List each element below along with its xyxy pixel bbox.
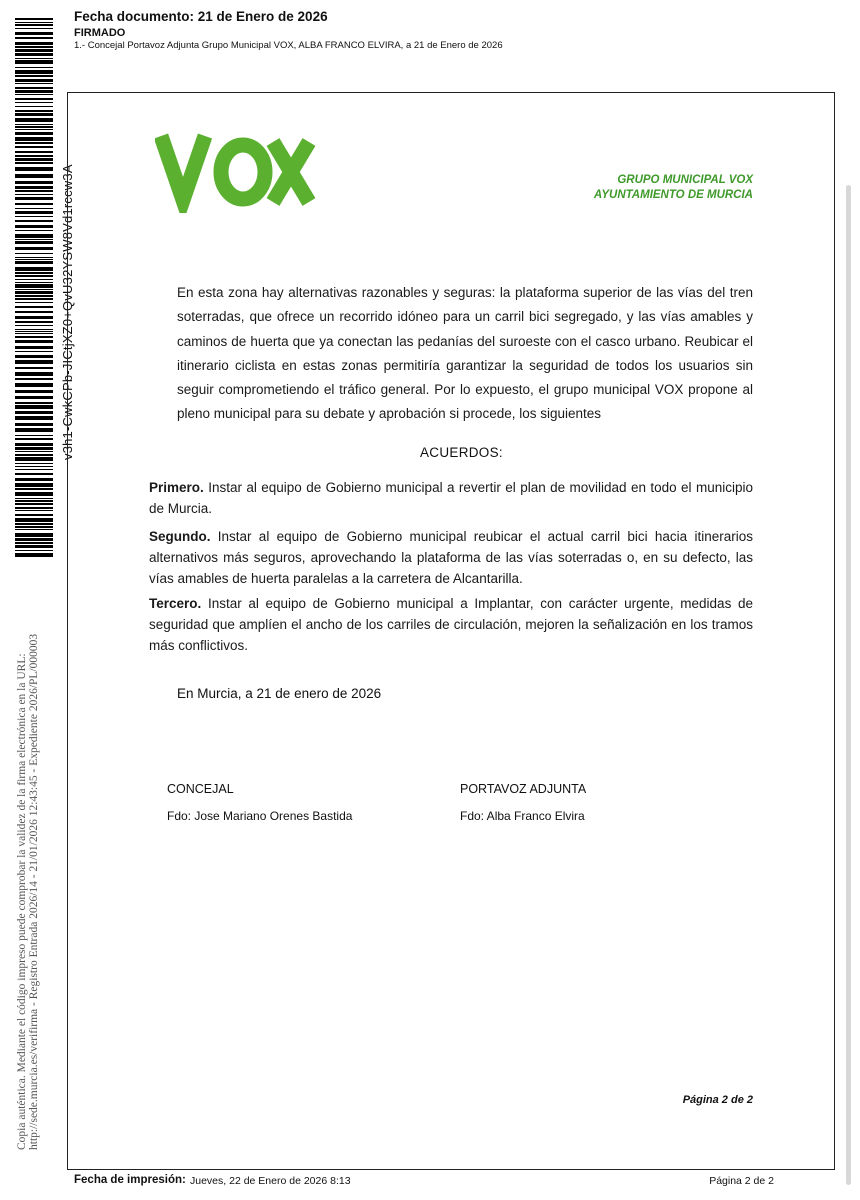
barcode-bar — [15, 378, 53, 380]
barcode-bar — [15, 32, 53, 35]
barcode-bar — [15, 203, 53, 205]
agreement-text: Instar al equipo de Gobierno municipal reubicar el actual carril bici hacia itinerarios alternativos más seguros, aprovechando la plataforma de las vías soterradas o, en su defecto, las vías amables de huerta paralelas a la carretera de Alcantarilla. — [149, 529, 753, 586]
signature-title-spokesperson: PORTAVOZ ADJUNTA — [460, 782, 587, 796]
barcode-bar — [15, 553, 53, 557]
barcode-bar — [15, 83, 53, 84]
barcode-bar — [15, 325, 53, 326]
barcode-bar — [15, 507, 53, 509]
barcode-bar — [15, 340, 53, 343]
barcode-bar — [15, 124, 53, 125]
barcode-bar — [15, 372, 53, 376]
barcode-bar — [15, 447, 53, 450]
barcode-bar — [15, 225, 53, 228]
barcode-bar — [15, 98, 53, 100]
barcode-bar — [15, 22, 53, 23]
barcode-bar — [15, 53, 53, 56]
barcode-bar — [15, 58, 53, 59]
barcode-bar — [15, 518, 53, 522]
scrollbar[interactable] — [846, 185, 851, 1185]
barcode-bar — [15, 533, 53, 537]
barcode-bar — [15, 542, 53, 544]
barcode-bar — [15, 275, 53, 277]
barcode-bar — [15, 500, 53, 502]
org-council: AYUNTAMIENTO DE MURCIA — [593, 189, 753, 201]
agreement-text: Instar al equipo de Gobierno municipal a revertir el plan de movilidad en todo el municipio de Murcia. — [149, 480, 753, 516]
barcode-bar — [15, 267, 53, 271]
barcode-bar — [15, 190, 53, 192]
barcode-bar — [15, 351, 53, 352]
barcode-bar — [15, 498, 53, 499]
barcode-bar — [15, 443, 53, 446]
barcode-bar — [15, 291, 53, 294]
barcode-bar — [15, 42, 53, 45]
barcode-bar — [15, 396, 53, 399]
barcode-bar — [15, 118, 53, 122]
barcode-bar — [15, 90, 53, 93]
barcode-bar — [15, 279, 53, 280]
barcode-bar — [15, 457, 53, 461]
barcode-bar — [15, 208, 53, 209]
barcode-bar — [15, 79, 53, 82]
barcode-bar — [15, 331, 53, 332]
footer-page-number: Página 2 de 2 — [709, 1175, 774, 1187]
barcode-bar — [15, 24, 53, 26]
barcode-bar — [15, 316, 53, 319]
intro-paragraph: En esta zona hay alternativas razonables y seguras: la plataforma superior de las vías del tren soterradas, que ofrece un recorrido idóneo para un carril bici segregado, y las vías amables y caminos de huerta que ya conectan las pedanías del suroeste con el casco urbano. Reubicar el itinerario ciclista en estas zonas permitiría garantizar la seguridad de todos los usuarios sin seguir comprometiendo el tráfico general. Por lo expuesto, el grupo municipal VOX propone al pleno municipal para su debate y aprobación si procede, los siguientes — [177, 285, 753, 422]
barcode-code: v3h1-CwkCPb-JICtjXZ0+QvU32YSW8Vd1rccw3A — [60, 164, 75, 460]
signature-name-spokesperson: Fdo: Alba Franco Elvira — [460, 809, 585, 823]
organization-header — [560, 173, 753, 203]
barcode-bar — [15, 451, 53, 452]
barcode-bar — [15, 289, 53, 290]
barcode-bar — [15, 137, 53, 141]
document-date: Fecha documento: 21 de Enero de 2026 — [74, 9, 328, 24]
barcode-bar — [15, 423, 53, 426]
barcode-bar — [15, 70, 53, 74]
barcode-bar — [15, 87, 53, 89]
barcode-bar — [15, 18, 53, 20]
barcode-bar — [15, 162, 53, 164]
agreement-item — [149, 477, 753, 519]
barcode-bar — [15, 284, 53, 288]
barcode-bar — [15, 113, 53, 116]
barcode-bar — [15, 321, 53, 323]
barcode-bar — [15, 167, 53, 171]
barcode-bar — [15, 383, 53, 387]
barcode-bar — [15, 466, 53, 467]
barcode-bar — [15, 174, 53, 178]
signed-label: FIRMADO — [74, 27, 126, 39]
org-name: GRUPO MUNICIPAL VOX — [617, 174, 753, 186]
barcode-bar — [15, 94, 53, 95]
barcode-bar — [15, 298, 53, 300]
barcode-bar — [15, 46, 53, 48]
vox-logo — [155, 128, 320, 213]
barcode-bar — [15, 181, 53, 184]
barcode-bar — [15, 230, 53, 231]
signer-line: 1.- Concejal Portavoz Adjunta Grupo Municipal VOX, ALBA FRANCO ELVIRA, a 21 de Enero de 2026 — [74, 40, 503, 51]
agreements-heading: ACUERDOS: — [420, 445, 503, 460]
barcode-bar — [15, 311, 53, 313]
barcode-bar — [15, 478, 53, 481]
barcode-bar — [15, 241, 53, 244]
barcode-bar — [15, 151, 53, 153]
barcode-bar — [15, 253, 53, 254]
barcode-bar — [15, 483, 53, 487]
barcode-bar — [15, 102, 53, 103]
barcode-bar — [15, 333, 53, 334]
barcode-bar — [15, 355, 53, 358]
page-number: Página 2 de 2 — [682, 1094, 753, 1106]
barcode-bar — [15, 234, 53, 238]
barcode-bar — [15, 239, 53, 240]
barcode-bar — [15, 142, 53, 144]
verification-line: http://sede.murcia.es/verifirma - Registro Entrada 2026/14 - 21/01/2026 12:43:45 - Expediente 2026/PL/000003 — [28, 633, 40, 1150]
barcode-bar — [15, 402, 53, 404]
signature-title-councillor: CONCEJAL — [167, 782, 234, 796]
agreement-item — [149, 593, 753, 656]
barcode-bar — [15, 295, 53, 297]
barcode — [15, 18, 53, 558]
barcode-bar — [15, 538, 53, 541]
barcode-bar — [15, 473, 53, 475]
barcode-bar — [15, 463, 53, 464]
barcode-bar — [15, 428, 53, 432]
barcode-bar — [15, 488, 53, 490]
barcode-bar — [15, 197, 53, 200]
barcode-bar — [15, 129, 53, 130]
barcode-bar — [15, 360, 53, 364]
barcode-bar — [15, 110, 53, 112]
agreement-label: Primero. — [149, 480, 204, 495]
barcode-bar — [15, 454, 53, 456]
barcode-bar — [15, 435, 53, 436]
barcode-bar — [15, 194, 53, 195]
barcode-bar — [15, 416, 53, 420]
barcode-bar — [15, 438, 53, 440]
barcode-bar — [15, 526, 53, 528]
barcode-bar — [15, 132, 53, 135]
barcode-bar — [15, 469, 53, 470]
barcode-bar — [15, 523, 53, 525]
barcode-bar — [15, 302, 53, 303]
barcode-bar — [15, 510, 53, 511]
barcode-bar — [15, 503, 53, 505]
barcode-bar — [15, 336, 53, 338]
barcode-bar — [15, 146, 53, 148]
barcode-bar — [15, 390, 53, 393]
place-date: En Murcia, a 21 de enero de 2026 — [177, 686, 382, 701]
barcode-bar — [15, 514, 53, 516]
barcode-bar — [15, 545, 53, 548]
barcode-bar — [15, 257, 53, 258]
agreement-item — [149, 526, 753, 589]
barcode-bar — [15, 37, 53, 39]
barcode-bar — [15, 247, 53, 250]
print-date-label: Fecha de impresión: — [74, 1174, 186, 1186]
barcode-bar — [15, 492, 53, 496]
barcode-bar — [15, 550, 53, 551]
signature-name-councillor: Fdo: Jose Mariano Orenes Bastida — [167, 809, 353, 823]
barcode-bar — [15, 220, 53, 222]
barcode-bar — [15, 60, 53, 64]
barcode-bar — [15, 155, 53, 157]
barcode-bar — [15, 67, 53, 68]
agreement-text: Instar al equipo de Gobierno municipal a Implantar, con carácter urgente, medidas de seguridad que amplíen el ancho de los carriles de circulación, mejoren la señalización en los tramos más conflictivos. — [149, 596, 753, 653]
barcode-bar — [15, 405, 53, 409]
barcode-bar — [15, 158, 53, 161]
barcode-bar — [15, 211, 53, 214]
print-date-value: Jueves, 22 de Enero de 2026 8:13 — [190, 1175, 351, 1187]
barcode-bar — [15, 411, 53, 414]
barcode-bar — [15, 261, 53, 264]
verification-line: Copia auténtica. Mediante el código impreso puede comprobar la validez de la firma electrónica en la URL: — [16, 653, 28, 1150]
barcode-bar — [15, 259, 53, 260]
agreement-label: Tercero. — [149, 596, 202, 611]
barcode-bar — [15, 28, 53, 29]
barcode-bar — [15, 282, 53, 283]
barcode-bar — [15, 329, 53, 330]
agreement-label: Segundo. — [149, 529, 211, 544]
barcode-bar — [15, 75, 53, 77]
barcode-bar — [15, 186, 53, 189]
barcode-bar — [15, 272, 53, 274]
barcode-bar — [15, 306, 53, 308]
barcode-bar — [15, 106, 53, 107]
barcode-bar — [15, 126, 53, 128]
verification-note — [16, 590, 60, 1150]
barcode-bar — [15, 346, 53, 349]
barcode-bar — [15, 216, 53, 217]
barcode-bar — [15, 49, 53, 52]
barcode-bar — [15, 529, 53, 530]
barcode-bar — [15, 367, 53, 369]
